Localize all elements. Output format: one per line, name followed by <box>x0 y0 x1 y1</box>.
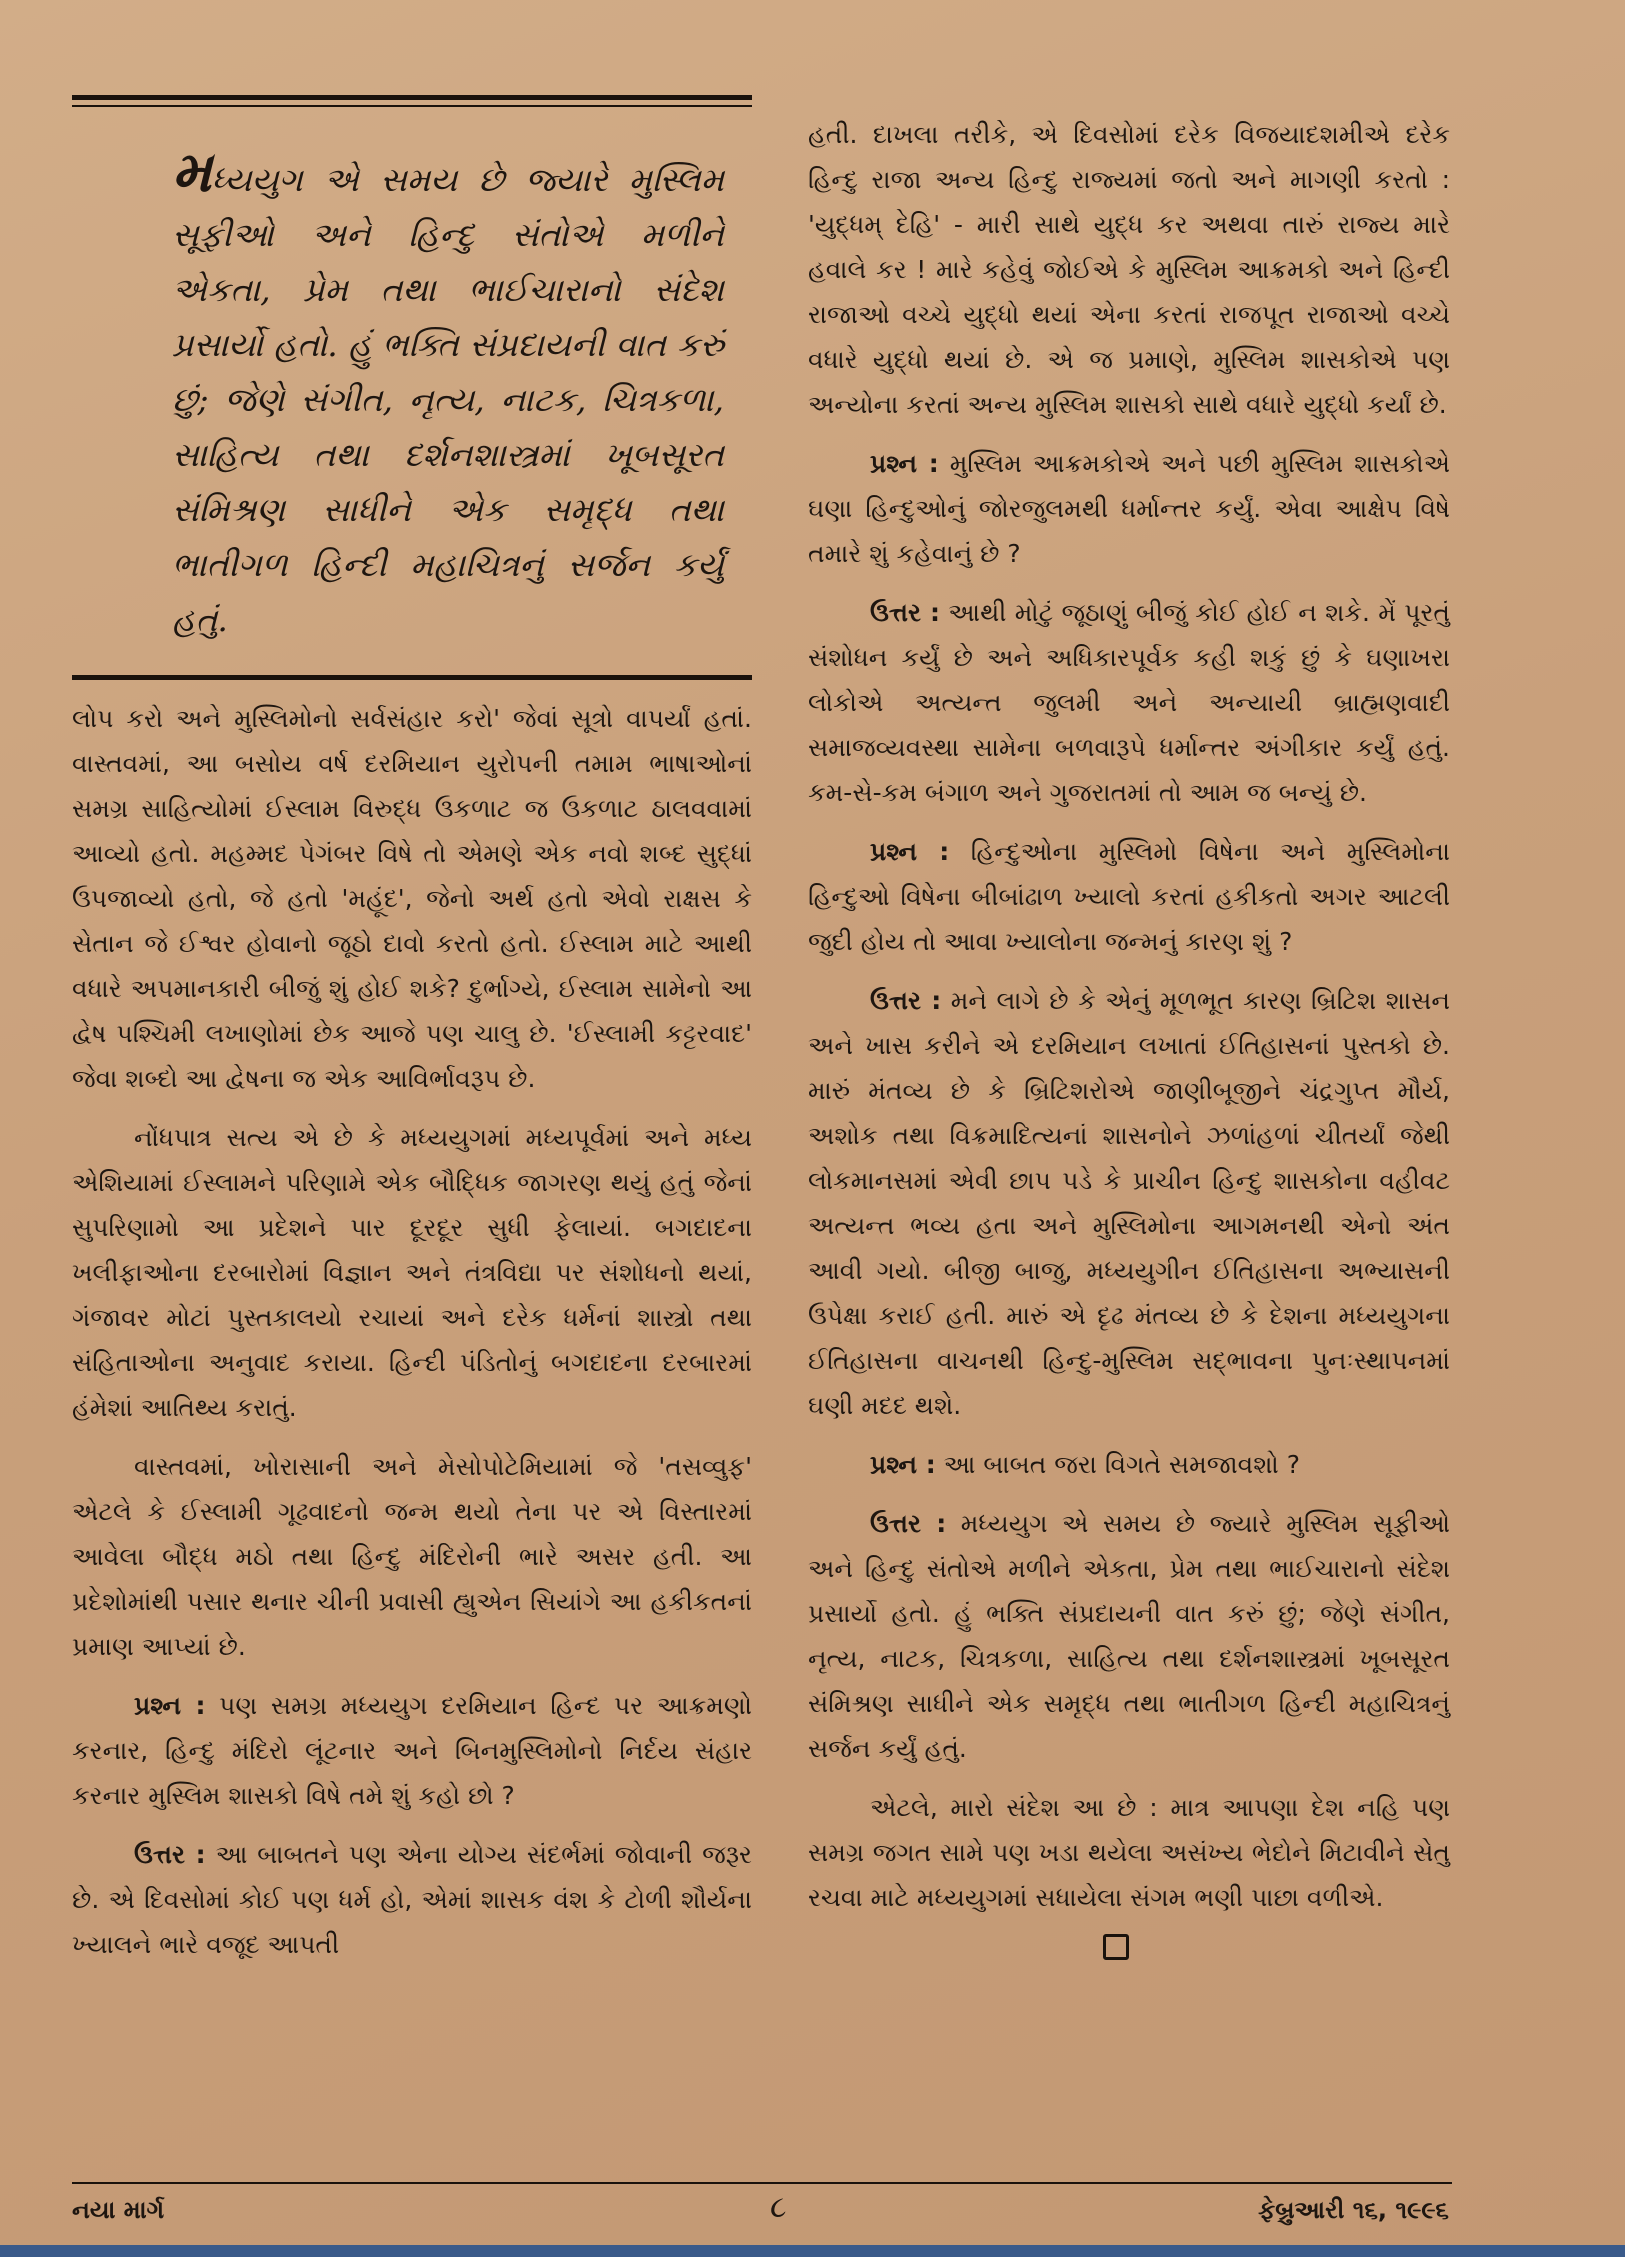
answer-text: મને લાગે છે કે એનું મૂળભૂત કારણ બ્રિટિશ શાસન અને ખાસ કરીને એ દરમિયાન લખાતાં ઈતિહાસનાં પુસ્તકો છે. મારું મંતવ્ય છે કે બ્રિટિશરોએ જાણીબૂજીને ચંદ્રગુપ્ત મૌર્ય, અશોક તથા વિક્રમાદિત્યનાં શાસનોને ઝળાંહળાં ચીતર્યાં જેથી લોકમાનસમાં એવી છાપ પડે કે પ્રાચીન હિન્દુ શાસકોના વહીવટ અત્યન્ત ભવ્ય હતા અને મુસ્લિમોના આગમનથી એનો અંત આવી ગયો. બીજી બાજુ, મધ્યયુગીન ઈતિહાસના અભ્યાસની ઉપેક્ષા કરાઈ હતી. મારું એ દૃઢ મંતવ્ય છે કે દેશના મધ્યયુગના ઈતિહાસના વાચનથી હિન્દુ-મુસ્લિમ સદ્ભાવના પુનઃસ્થાપનમાં ઘણી મદદ થશે. <box>808 986 1450 1420</box>
pull-quote-top-rule <box>72 95 752 100</box>
question-label: પ્રશ્ન : <box>870 449 939 478</box>
question-text: મુસ્લિમ આક્રમકોએ અને પછી મુસ્લિમ શાસકોએ ઘણા હિન્દુઓનું જોરજુલમથી ધર્માન્તર કર્યું. એવા આક્ષેપ વિષે તમારે શું કહેવાનું છે ? <box>808 449 1450 568</box>
question-label: પ્રશ્ન : <box>134 1691 206 1720</box>
answer-label: ઉત્તર : <box>870 1509 947 1538</box>
qa-answer <box>72 1832 752 1967</box>
answer-text: મધ્યયુગ એ સમય છે જ્યારે મુસ્લિમ સૂફીઓ અને હિન્દુ સંતોએ મળીને એકતા, પ્રેમ તથા ભાઈચારાનો સંદેશ પ્રસાર્યો હતો. હું ભક્તિ સંપ્રદાયની વાત કરું છું; જેણે સંગીત, નૃત્ય, નાટક, ચિત્રકળા, સાહિત્ય તથા દર્શનશાસ્ત્રમાં ખૂબસૂરત સંમિશ્રણ સાધીને એક સમૃદ્ધ તથા ભાતીગળ હિન્દી મહાચિત્રનું સર્જન કર્યું હતું. <box>808 1509 1450 1763</box>
answer-label: ઉત્તર : <box>134 1840 206 1869</box>
right-column <box>808 112 1450 1960</box>
answer-label: ઉત્તર : <box>870 598 940 627</box>
question-text: હિન્દુઓના મુસ્લિમો વિષેના અને મુસ્લિમોના હિન્દુઓ વિષેના બીબાંઢાળ ખ્યાલો કરતાં હકીકતો અગર આટલી જુદી હોય તો આવા ખ્યાલોના જન્મનું કારણ શું ? <box>808 837 1450 956</box>
end-of-article-icon <box>1103 1934 1129 1960</box>
pull-quote-top-rule-thin <box>72 105 752 107</box>
question-label: પ્રશ્ન : <box>870 1450 936 1479</box>
pull-quote-drop-cap: મ <box>172 139 212 205</box>
left-column <box>72 95 752 1981</box>
scan-border <box>0 2245 1625 2257</box>
qa-question <box>808 441 1450 576</box>
body-paragraph: હતી. દાખલા તરીકે, એ દિવસોમાં દરેક વિજયાદશમીએ દરેક હિન્દુ રાજા અન્ય હિન્દુ રાજ્યમાં જતો અને માગણી કરતો : 'યુદ્ધમ્ દેહિ' - મારી સાથે યુદ્ધ કર અથવા તારું રાજ્ય મારે હવાલે કર ! મારે કહેવું જોઈએ કે મુસ્લિમ આક્રમકો અને હિન્દી રાજાઓ વચ્ચે યુદ્ધો થયાં એના કરતાં રાજપૂત રાજાઓ વચ્ચે વધારે યુદ્ધો થયાં છે. એ જ પ્રમાણે, મુસ્લિમ શાસકોએ પણ અન્યોના કરતાં અન્ય મુસ્લિમ શાસકો સાથે વધારે યુદ્ધો કર્યાં છે. <box>808 120 1450 419</box>
pull-quote-bottom-rule <box>72 675 752 680</box>
question-label: પ્રશ્ન : <box>870 837 950 866</box>
qa-question <box>808 829 1450 964</box>
page-number: ૮ <box>770 2190 787 2225</box>
pull-quote <box>172 139 724 647</box>
question-text: આ બાબત જરા વિગતે સમજાવશો ? <box>935 1450 1300 1479</box>
qa-answer <box>808 590 1450 815</box>
qa-answer <box>808 1501 1450 1771</box>
answer-text: આથી મોટું જૂઠાણું બીજું કોઈ હોઈ ન શકે. મેં પૂરતું સંશોધન કર્યું છે અને અધિકારપૂર્વક કહી શકું છું કે ઘણાખરા લોકોએ અત્યન્ત જુલમી અને અન્યાયી બ્રાહ્મણવાદી સમાજવ્યવસ્થા સામેના બળવારૂપે ધર્માન્તર અંગીકાર કર્યું હતું. કમ-સે-કમ બંગાળ અને ગુજરાતમાં તો આમ જ બન્યું છે. <box>808 598 1450 807</box>
qa-question <box>72 1683 752 1818</box>
pull-quote-text: ધ્યયુગ એ સમય છે જ્યારે મુસ્લિમ સૂફીઓ અને હિન્દુ સંતોએ મળીને એકતા, પ્રેમ તથા ભાઈચારાનો સંદેશ પ્રસાર્યો હતો. હું ભક્તિ સંપ્રદાયની વાત કરું છું; જેણે સંગીત, નૃત્ય, નાટક, ચિત્રકળા, સાહિત્ય તથા દર્શનશાસ્ત્રમાં ખૂબસૂરત સંમિશ્રણ સાધીને એક સમૃદ્ધ તથા ભાતીગળ હિન્દી મહાચિત્રનું સર્જન કર્યું હતું. <box>172 160 724 639</box>
qa-question <box>808 1442 1450 1487</box>
answer-text: આ બાબતને પણ એના યોગ્ય સંદર્ભમાં જોવાની જરૂર છે. એ દિવસોમાં કોઈ પણ ધર્મ હો, એમાં શાસક વંશ કે ટોળી શૌર્યના ખ્યાલને ભારે વજૂદ આપતી <box>72 1840 752 1959</box>
issue-date: ફેબ્રુઆરી ૧૬, ૧૯૯૬ <box>1258 2196 1449 2224</box>
body-paragraph: લોપ કરો અને મુસ્લિમોનો સર્વસંહાર કરો' જેવાં સૂત્રો વાપર્યાં હતાં. વાસ્તવમાં, આ બસોય વર્ષ દરમિયાન યુરોપની તમામ ભાષાઓનાં સમગ્ર સાહિત્યોમાં ઈસ્લામ વિરુદ્ધ ઉકળાટ જ ઉકળાટ ઠાલવવામાં આવ્યો હતો. મહમ્મદ પેગંબર વિષે તો એમણે એક નવો શબ્દ સુદ્ધાં ઉપજાવ્યો હતો, જે હતો 'મહૂંદ', જેનો અર્થ હતો એવો રાક્ષસ કે સેતાન જે ઈશ્વર હોવાનો જૂઠો દાવો કરતો હતો. ઈસ્લામ માટે આથી વધારે અપમાનકારી બીજું શું હોઈ શકે? દુર્ભાગ્યે, ઈસ્લામ સામેનો આ દ્વેષ પશ્ચિમી લખાણોમાં છેક આજે પણ ચાલુ છે. 'ઈસ્લામી કટ્ટરવાદ' જેવા શબ્દો આ દ્વેષના જ એક આવિર્ભાવરૂપ છે. <box>72 704 752 1093</box>
publication-name: નયા માર્ગ <box>72 2196 165 2224</box>
qa-answer <box>808 978 1450 1428</box>
body-paragraph: વાસ્તવમાં, ખોરાસાની અને મેસોપોટેમિયામાં જે 'તસવ્વુફ' એટલે કે ઈસ્લામી ગૂઢવાદનો જન્મ થયો તેના પર એ વિસ્તારમાં આવેલા બૌદ્ધ મઠો તથા હિન્દુ મંદિરોની ભારે અસર હતી. આ પ્રદેશોમાંથી પસાર થનાર ચીની પ્રવાસી હ્યુએન સિયાંગે આ હકીકતનાં પ્રમાણ આપ્યાં છે. <box>72 1452 752 1661</box>
footer-rule <box>72 2182 1452 2184</box>
closing-paragraph: એટલે, મારો સંદેશ આ છે : માત્ર આપણા દેશ નહિ પણ સમગ્ર જગત સામે પણ ખડા થયેલા અસંખ્ય ભેદોને મિટાવીને સેતુ રચવા માટે મધ્યયુગમાં સધાયેલા સંગમ ભણી પાછા વળીએ. <box>808 1793 1450 1912</box>
answer-label: ઉત્તર : <box>870 986 942 1015</box>
question-text: પણ સમગ્ર મધ્યયુગ દરમિયાન હિન્દ પર આક્રમણો કરનાર, હિન્દુ મંદિરો લૂંટનાર અને બિનમુસ્લિમોનો નિર્દય સંહાર કરનાર મુસ્લિમ શાસકો વિષે તમે શું કહો છો ? <box>72 1691 752 1810</box>
body-paragraph: નોંધપાત્ર સત્ય એ છે કે મધ્યયુગમાં મધ્યપૂર્વમાં અને મધ્ય એશિયામાં ઈસ્લામને પરિણામે એક બૌદ્ધિક જાગરણ થયું હતું જેનાં સુપરિણામો આ પ્રદેશને પાર દૂરદૂર સુધી ફેલાયાં. બગદાદના ખલીફાઓના દરબારોમાં વિજ્ઞાન અને તંત્રવિદ્યા પર સંશોધનો થયાં, ગંજાવર મોટાં પુસ્તકાલયો રચાયાં અને દરેક ધર્મનાં શાસ્ત્રો તથા સંહિતાઓના અનુવાદ કરાયા. હિન્દી પંડિતોનું બગદાદના દરબારમાં હંમેશાં આતિથ્ય કરાતું. <box>72 1123 752 1422</box>
